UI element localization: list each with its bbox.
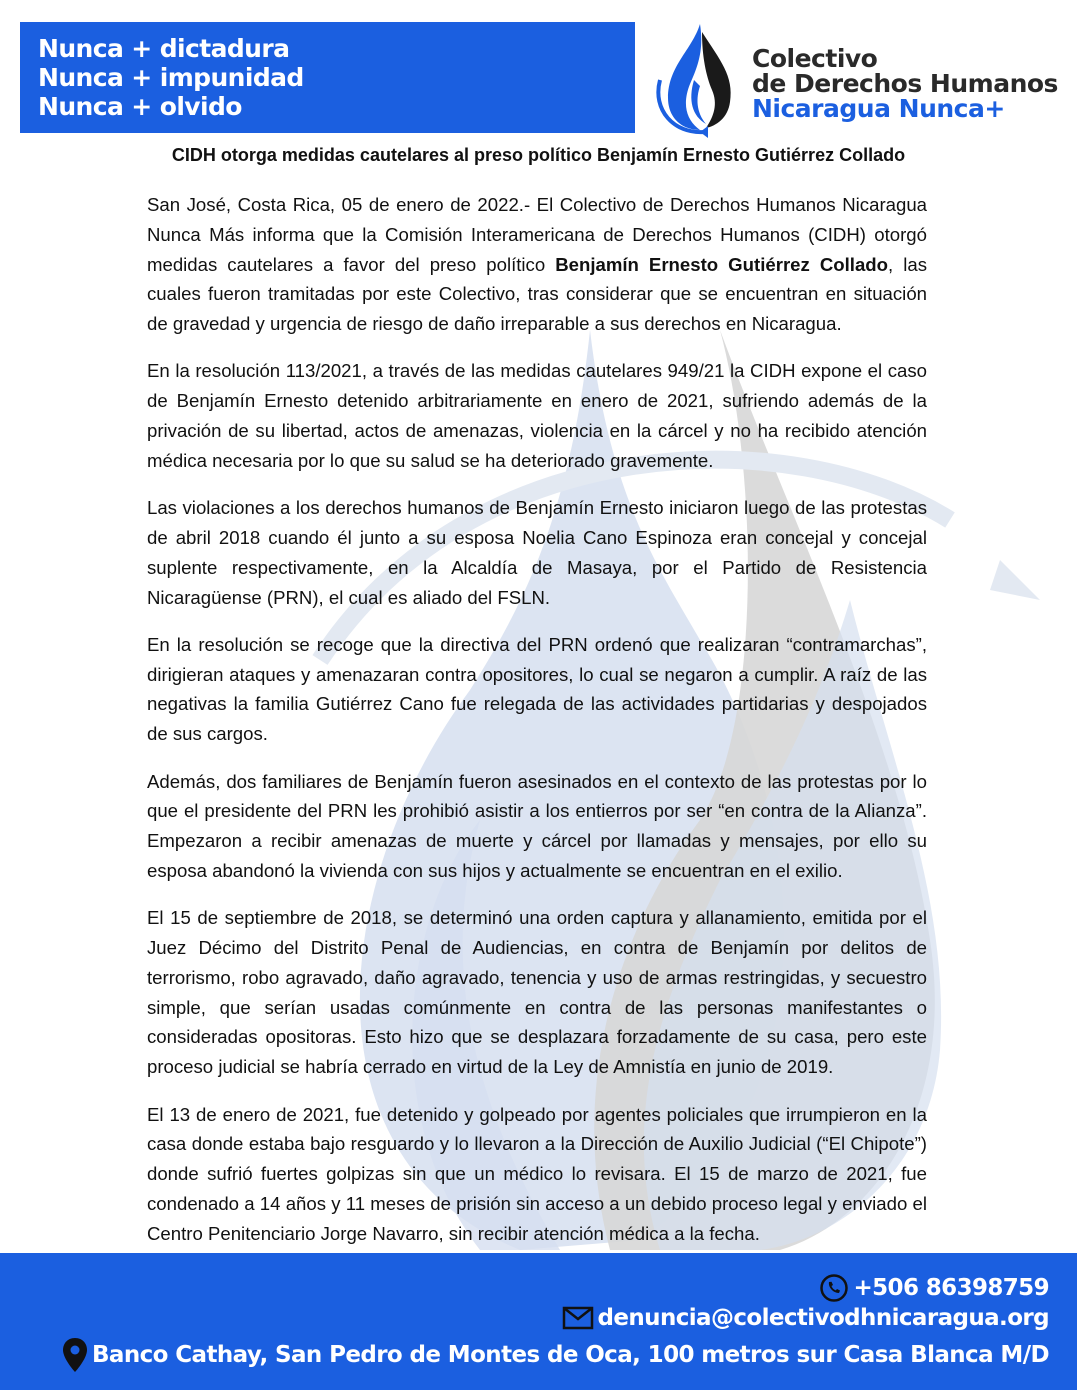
contact-footer	[0, 1253, 1077, 1390]
location-pin-icon	[62, 1337, 88, 1373]
slogan-line: Nunca + olvido	[38, 92, 242, 121]
slogan-line: Nunca + dictadura	[38, 34, 290, 63]
email-address: denuncia@colectivodhnicaragua.org	[597, 1305, 1049, 1331]
envelope-icon	[562, 1305, 594, 1331]
paragraph-bold-name: Benjamín Ernesto Gutiérrez Collado	[555, 253, 889, 275]
footer-phone	[819, 1273, 1049, 1303]
phone-number: +506 86398759	[853, 1275, 1049, 1301]
header-slogan-banner	[20, 22, 635, 133]
logo-text-line: Nicaragua Nunca+	[752, 94, 1005, 123]
paragraph: El 15 de septiembre de 2018, se determinó una orden captura y allanamiento, emitida por el Juez Décimo del Distrito Penal de Audiencias, en contra de Benjamín por delitos de terrorismo, robo agravado, daño agravado, tenencia y uso de armas restringidas, y secuestro simple, que serían usadas comúnmente en contra de las personas manifestantes o consideradas opositoras. Esto hizo que se desplazara forzadamente de su casa, pero este proceso judicial se habría cerrado en virtud de la Ley de Amnistía en junio de 2019.	[147, 907, 927, 1078]
paragraph: En la resolución se recoge que la directiva del PRN ordenó que realizaran “contramarchas”, dirigieran ataques y amenazaran contra opositores, lo cual se negaron a cumplir. A raíz de las negativas la familia Gutiérrez Cano fue relegada de las actividades partidarias y despojados de sus cargos.	[147, 633, 927, 745]
footer-address	[62, 1337, 1049, 1373]
paragraph-text: San José, Costa Rica, 05 de enero de 2022.- El Colectivo de Derechos Humanos Nicaragua Nunca Más informa que la Comisión Interamericana de Derechos Humanos (CIDH) otorgó medidas cautelares a favor del preso político	[147, 194, 927, 275]
paragraph	[147, 190, 927, 339]
footer-email	[562, 1305, 1049, 1331]
logo-text-line: de Derechos Humanos	[752, 69, 1058, 98]
street-address: Banco Cathay, San Pedro de Montes de Oca, 100 metros sur Casa Blanca M/D	[92, 1342, 1049, 1368]
paragraph: En la resolución 113/2021, a través de las medidas cautelares 949/21 la CIDH expone el caso de Benjamín Ernesto detenido arbitrariamente en enero de 2021, sufriendo además de la privación de su libertad, actos de amenazas, violencia en la cárcel y no ha recibido atención médica necesaria por lo que su salud se ha deteriorado gravemente.	[147, 360, 927, 471]
paragraph: Además, dos familiares de Benjamín fueron asesinados en el contexto de las protestas por lo que el presidente del PRN les prohibió asistir a los entierros por ser “en contra de la Alianza”. Empezaron a recibir amenazas de muerte y cárcel por llamadas y mensajes, por ello su esposa abandonó la vivienda con sus hijos y actualmente se encuentran en el exilio.	[147, 770, 927, 881]
organization-logo	[648, 20, 1068, 138]
phone-icon	[819, 1273, 849, 1303]
logo-text-line: Colectivo	[752, 44, 878, 73]
paragraph: El 13 de enero de 2021, fue detenido y golpeado por agentes policiales que irrumpieron en la casa donde estaba bajo resguardo y lo llevaron a la Dirección de Auxilio Judicial (“El Chipote”) donde sufrió fuertes golpizas sin que un médico lo revisara. El 15 de marzo de 2021, fue condenado a 14 años y 11 meses de prisión sin acceso a un debido proceso legal y enviado el Centro Penitenciario Jorge Navarro, sin recibir atención médica a la fecha.	[147, 1103, 927, 1244]
document-body	[147, 190, 927, 1266]
paragraph-text: , las cuales fueron tramitadas por este Colectivo, tras considerar que se encuentran en situación de gravedad y urgencia de riesgo de daño irreparable a sus derechos en Nicaragua.	[147, 253, 927, 335]
water-drop-logo-icon	[648, 20, 748, 138]
paragraph: Las violaciones a los derechos humanos de Benjamín Ernesto iniciaron luego de las protestas de abril 2018 cuando él junto a su esposa Noelia Cano Espinoza eran concejal y concejal suplente respectivamente, en la Alcaldía de Masaya, por el Partido de Resistencia Nicaragüense (PRN), el cual es aliado del FSLN.	[147, 497, 927, 608]
slogan-line: Nunca + impunidad	[38, 63, 304, 92]
document-headline: CIDH otorga medidas cautelares al preso político Benjamín Ernesto Gutiérrez Collado	[171, 145, 906, 165]
